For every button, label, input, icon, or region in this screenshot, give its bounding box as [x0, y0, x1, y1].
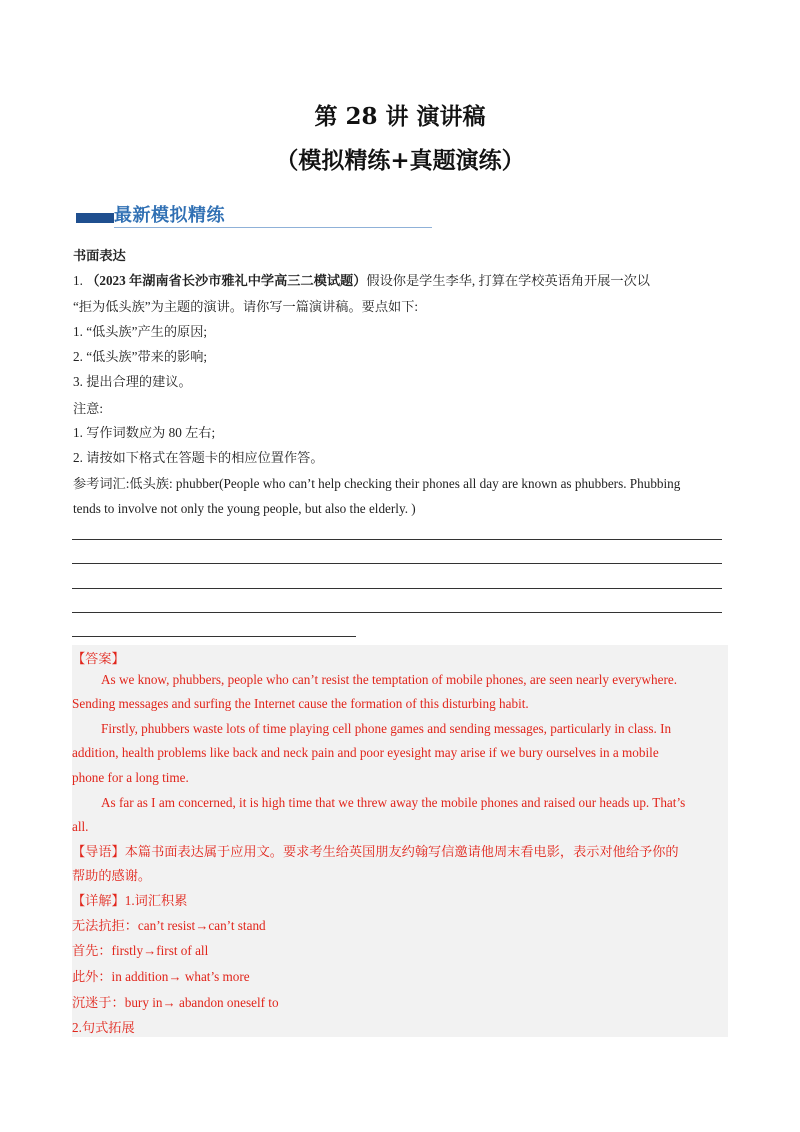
- lecture-subtitle: （模拟精练+真题演练）: [275, 147, 525, 174]
- banner-underline: [114, 227, 432, 228]
- guide-line-1: 【导语】本篇书面表达属于应用文。要求考生给英国朋友约翰写信邀请他周末看电影，表示对他给予你的: [72, 844, 679, 859]
- question-source: （2023 年湖南省长沙市雅礼中学高三二模试题）: [86, 273, 367, 288]
- answer-rule-line: [72, 563, 722, 564]
- detail-heading: 【详解】1.词汇积累: [72, 893, 188, 908]
- answer-rule-line: [72, 539, 722, 540]
- vocab-item: 沉迷于：bury in→ abandon oneself to: [72, 995, 279, 1010]
- question-number: 1.: [73, 273, 83, 288]
- answer-text-line: Firstly, phubbers waste lots of time playing cell phone games and sending messages, particularly in class. In: [101, 721, 672, 736]
- guide-line-2: 帮助的感谢。: [72, 868, 152, 883]
- note-label: 注意:: [73, 401, 104, 416]
- answer-rule-line: [72, 588, 722, 589]
- answer-rule-line-short: [72, 636, 356, 637]
- answer-label: 【答案】: [72, 651, 125, 666]
- reference-vocab-line-2: tends to involve not only the young people, but also the elderly. ): [73, 501, 416, 516]
- lecture-title: 第 28 讲 演讲稿: [314, 103, 486, 130]
- question-prompt-1: 假设你是学生李华, 打算在学校英语角开展一次以: [366, 273, 650, 288]
- sentence-expansion-heading: 2.句式拓展: [72, 1020, 135, 1035]
- answer-text-line: As we know, phubbers, people who can’t resist the temptation of mobile phones, are seen nearly everywhere.: [101, 672, 678, 687]
- section-banner-label: 最新模拟精练: [114, 205, 225, 226]
- note-item: 1. 写作词数应为 80 左右;: [73, 425, 216, 440]
- section-banner: [76, 203, 432, 229]
- answer-text-line: all.: [72, 819, 89, 834]
- answer-text-line: phone for a long time.: [72, 770, 189, 785]
- vocab-item: 无法抗拒：can’t resist→can’t stand: [72, 918, 266, 933]
- vocab-item: 首先：firstly→first of all: [72, 943, 209, 958]
- answer-text-line: addition, health problems like back and neck pain and poor eyesight may arise if we bury ourselves in a mobile: [72, 745, 659, 760]
- reference-vocab-line-1: 参考词汇:低头族: phubber(People who can’t help checking their phones all day are known as phubbers. Phubbing: [73, 476, 681, 491]
- question-prompt-2: “拒为低头族”为主题的演讲。请你写一篇演讲稿。要点如下:: [73, 299, 419, 314]
- point-item: 3. 提出合理的建议。: [73, 374, 192, 389]
- note-item: 2. 请按如下格式在答题卡的相应位置作答。: [73, 450, 324, 465]
- section-heading: 书面表达: [73, 248, 126, 263]
- vocab-item: 此外：in addition→ what’s more: [72, 969, 250, 984]
- answer-rule-line: [72, 612, 722, 613]
- answer-text-line: Sending messages and surfing the Internet cause the formation of this disturbing habit.: [72, 696, 529, 711]
- answer-text-line: As far as I am concerned, it is high time that we threw away the mobile phones and raised our heads up. That’s: [101, 795, 686, 810]
- point-item: 1. “低头族”产生的原因;: [73, 324, 208, 339]
- point-item: 2. “低头族”带来的影响;: [73, 349, 208, 364]
- question-first-line: [73, 272, 650, 290]
- banner-bar-icon: [76, 213, 114, 223]
